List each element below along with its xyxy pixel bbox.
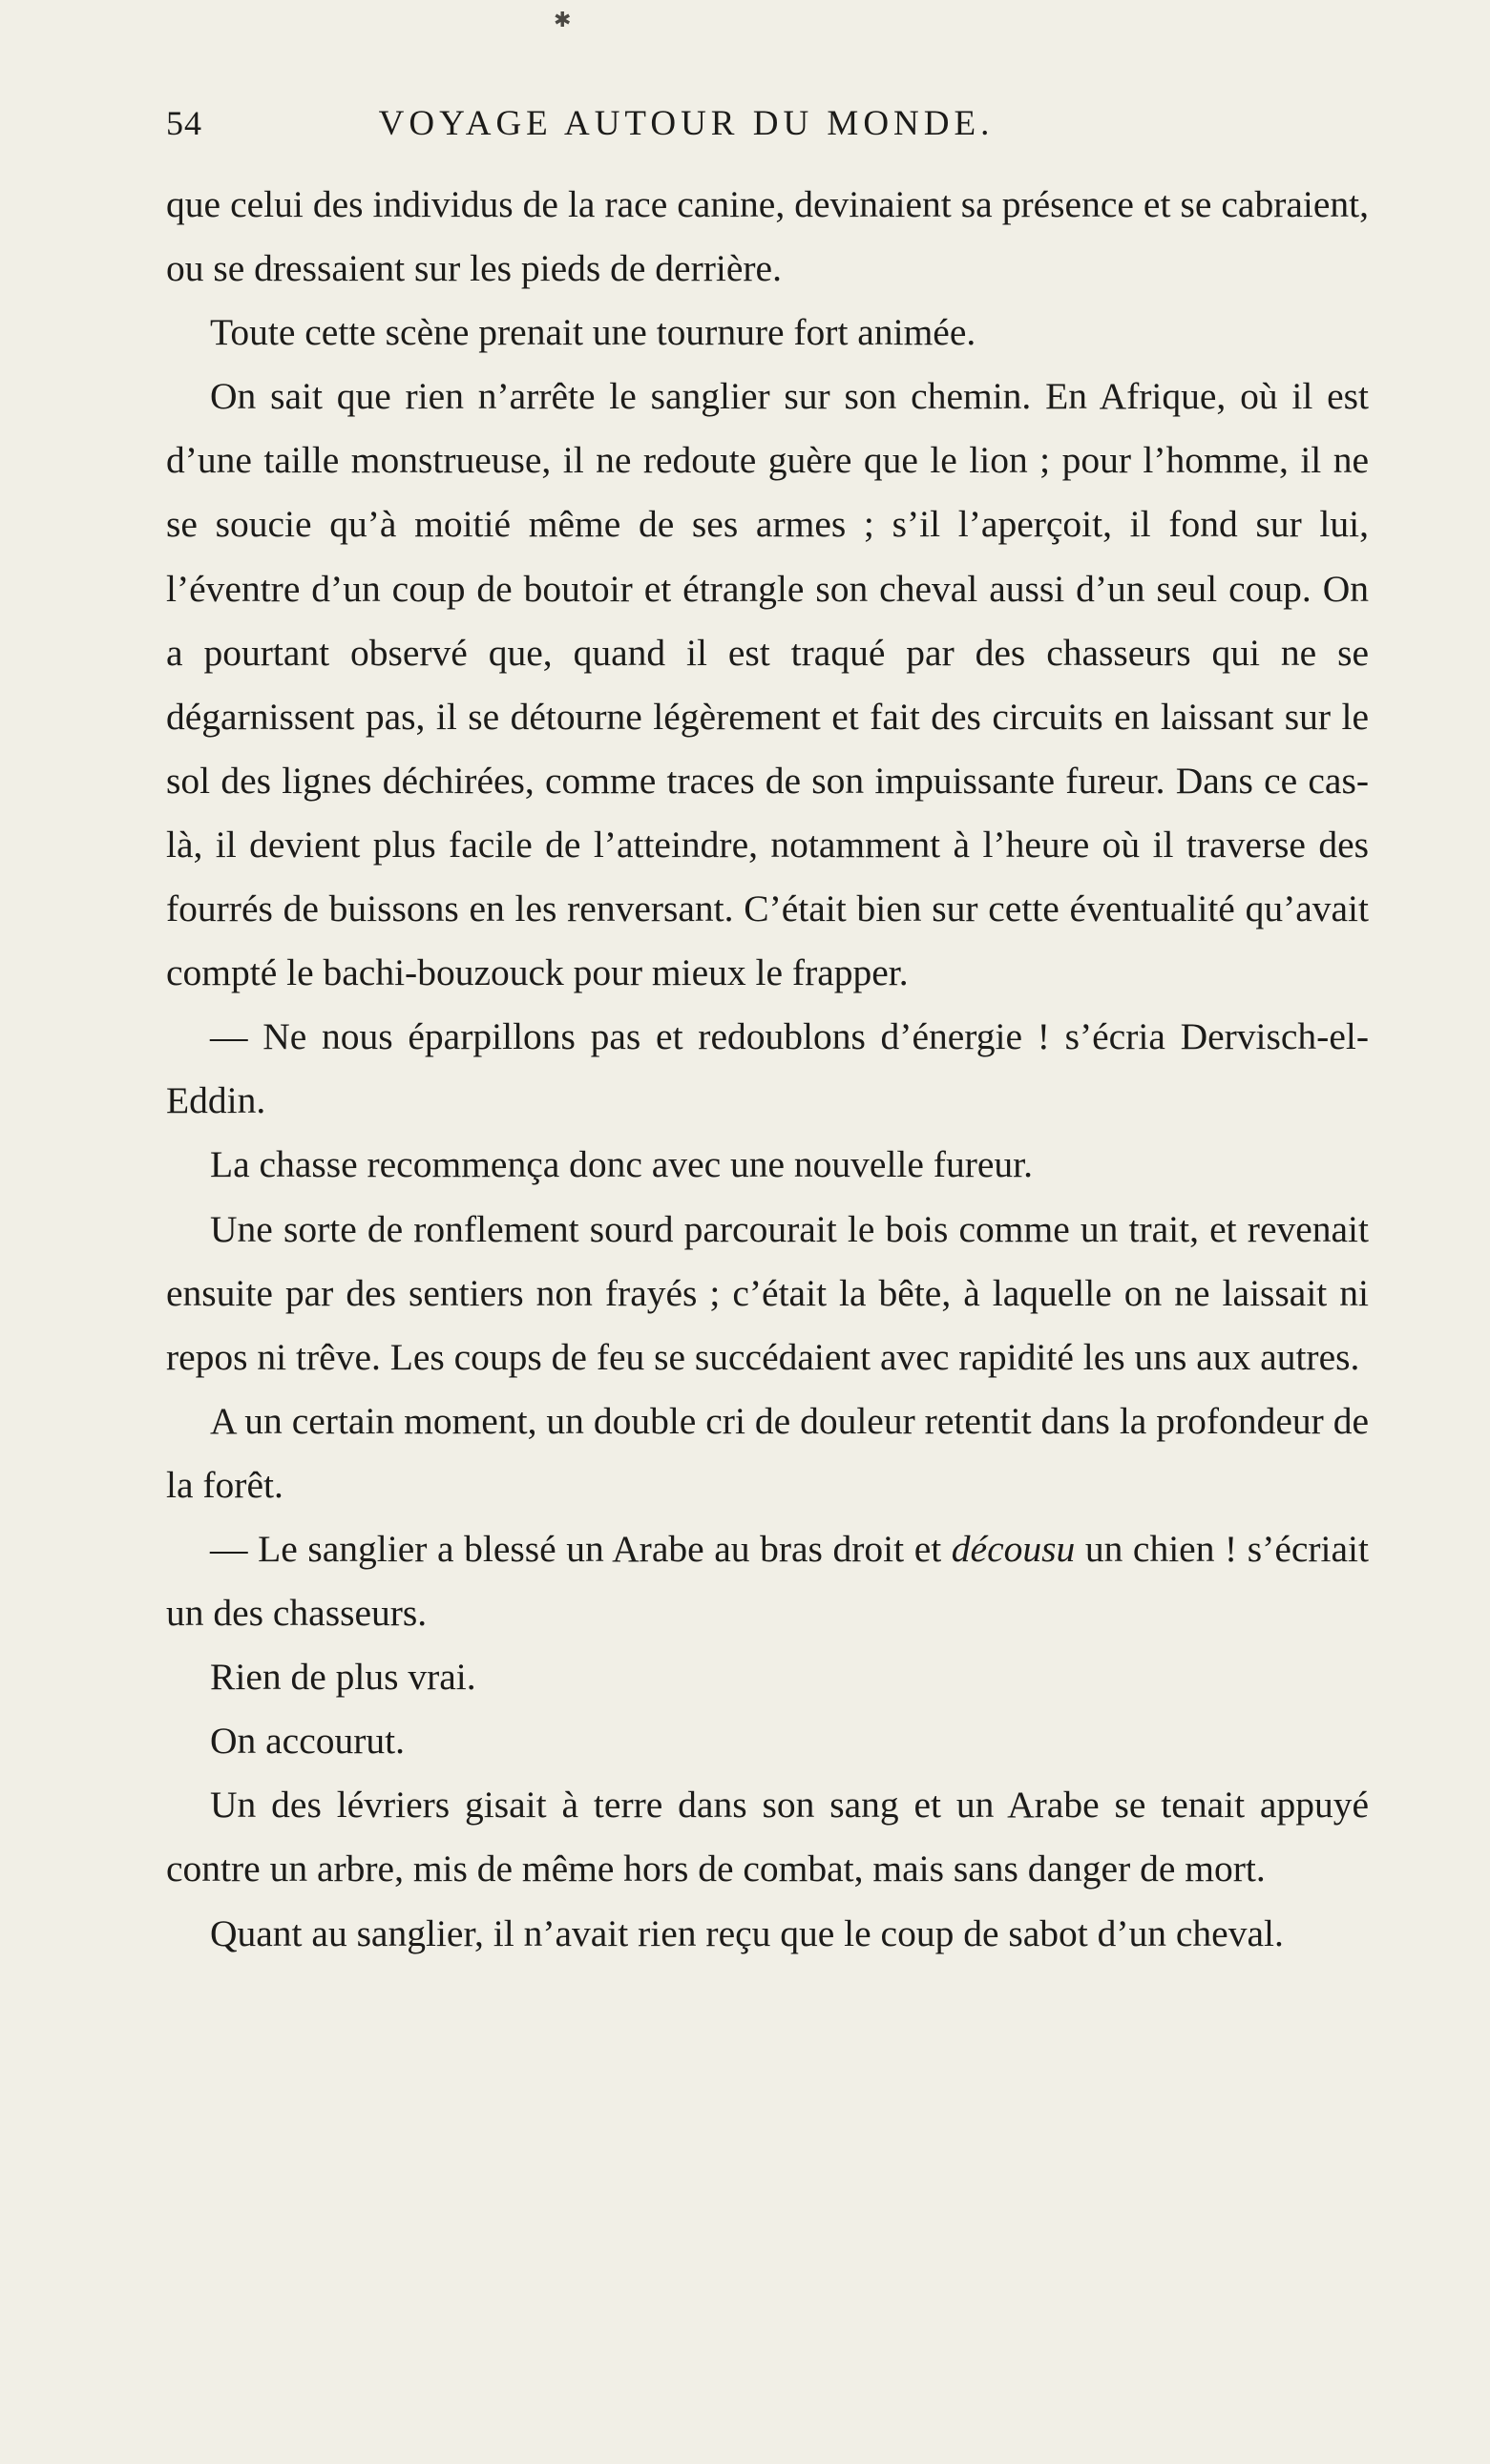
paragraph: A un certain moment, un double cri de douleur retentit dans la profondeur de la forêt. xyxy=(166,1399,1369,1506)
page-number: 54 xyxy=(166,104,202,142)
running-head xyxy=(166,103,1369,160)
body-text xyxy=(166,173,1369,1966)
paragraph-dialogue: — Ne nous éparpillons pas et redoublons d’énergie ! s’écria Dervisch-el-Eddin. xyxy=(166,1015,1369,1122)
running-title: VOYAGE AUTOUR DU MONDE. xyxy=(378,104,995,143)
paragraph: Quant au sanglier, il n’avait rien reçu que le coup de sabot d’un cheval. xyxy=(210,1911,1284,1954)
paragraph: Une sorte de ronflement sourd parcourait le bois comme un trait, et revenait ensuite par des sentiers non frayés ; c’était la bête, à laquelle on ne laissait ni repos ni trêve. Les coups de feu se succédaient avec rapidité les uns aux autres. xyxy=(166,1207,1369,1378)
paragraph-continuation: que celui des individus de la race canine, devinaient sa présence et se cabraient, ou se dressaient sur les pieds de derrière. xyxy=(166,183,1369,290)
paragraph: Toute cette scène prenait une tournure fort animée. xyxy=(210,311,976,354)
paragraph: On accourut. xyxy=(210,1720,405,1763)
paragraph: La chasse recommença donc avec une nouvelle fureur. xyxy=(210,1143,1033,1186)
paragraph: On sait que rien n’arrête le sanglier sur son chemin. En Afrique, où il est d’une taille monstrueuse, il ne redoute guère que le lion ; pour l’homme, il ne se soucie qu’à moitié même de ses armes ; s’il l’aperçoit, il fond sur lui, l’éventre d’un coup de boutoir et étrangle son cheval aussi d’un seul coup. On a pourtant observé que, quand il est traqué par des chasseurs qui ne se dégarnissent pas, il se détourne légèrement et fait des circuits en laissant sur le sol des lignes déchirées, comme traces de son impuissante fureur. Dans ce cas-là, il devient plus facile de l’atteindre, notamment à l’heure où il traverse des fourrés de buissons en les renversant. C’était bien sur cette éventualité qu’avait compté le bachi-bouzouck pour mieux le frapper. xyxy=(166,375,1369,994)
printing-speck: ✱ xyxy=(554,8,572,31)
paragraph: Rien de plus vrai. xyxy=(210,1656,476,1699)
italic-word: décousu xyxy=(951,1527,1076,1570)
dialogue-text: — Le sanglier a blessé un Arabe au bras droit et xyxy=(210,1527,952,1570)
paragraph-dialogue xyxy=(166,1517,1369,1645)
paragraph: Un des lévriers gisait à terre dans son sang et un Arabe se tenait appuyé contre un arbre, mis de même hors de combat, mais sans danger de mort. xyxy=(166,1784,1369,1890)
dialogue-text: un chien ! s’écriait un des chasseurs. xyxy=(166,1527,1369,1635)
